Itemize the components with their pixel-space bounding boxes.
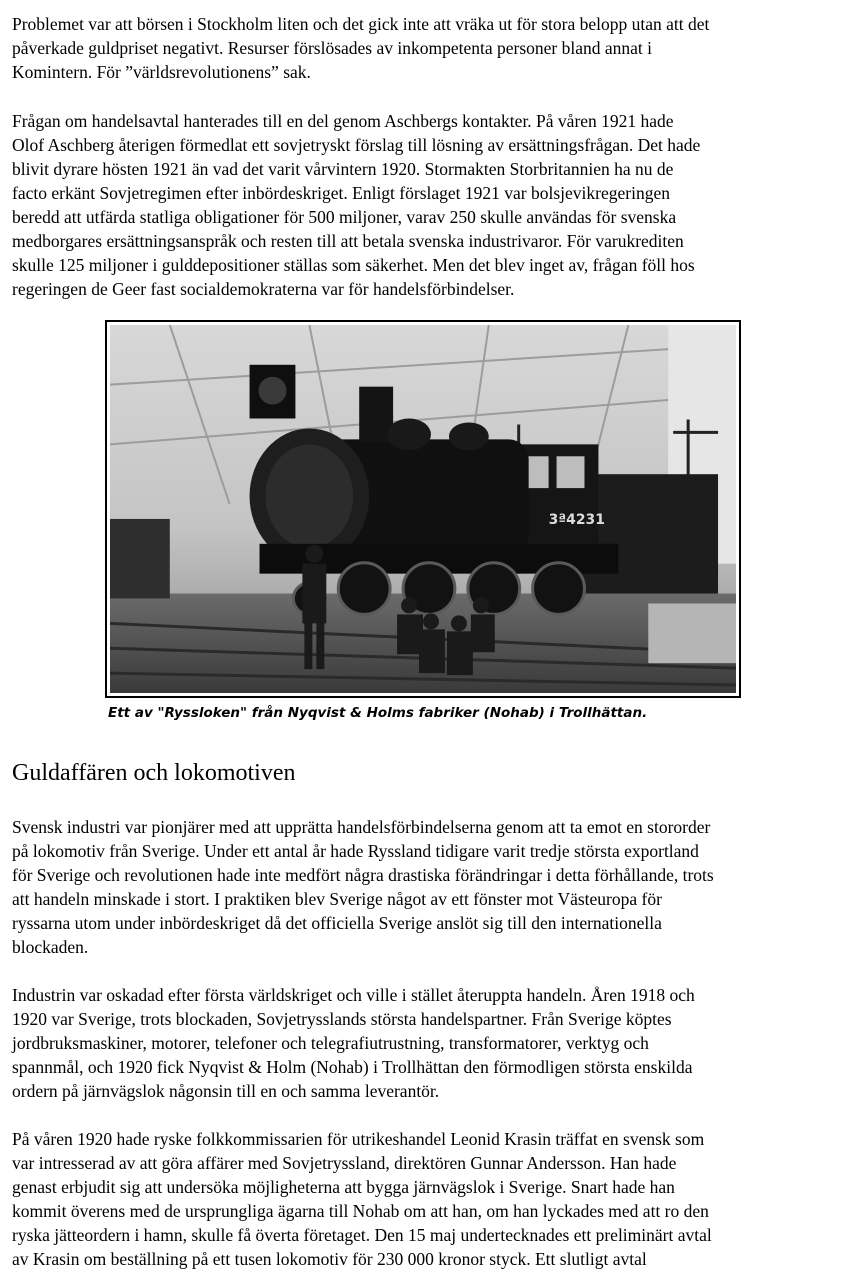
locomotive-photo-image bbox=[110, 325, 736, 693]
figure-caption: Ett av "Ryssloken" från Nyqvist & Holms fabriker (Nohab) i Trollhättan. bbox=[108, 705, 648, 721]
paragraph-industry: Svensk industri var pionjärer med att upprätta handelsförbindelserna genom att ta emot en stororder på lokomotiv från Sverige. Under ett antal år hade Ryssland tidigare varit tredje största exportland för Sverige och revolutionen hade inte medfört några drastiska förändringar i detta förhållande, trots att handeln minskade i stort. I praktiken blev Sverige något av ett fönster mot Västeuropa för ryssarna utom under inbördeskriget då det officiella Sverige anslöt sig till den internationella blockaden. bbox=[12, 817, 714, 957]
paragraph-krasin: På våren 1920 hade ryske folkkommissarien för utrikeshandel Leonid Krasin träffat en svensk som var intresserad av att göra affärer med Sovjetryssland, direktören Gunnar Andersson. Han hade genast erbjudit sig att undersöka möjligheterna att bygga järnvägslok i Sverige. Snart hade han kommit överens med de ursprungliga ägarna till Nohab om att han, om han lyckades med att ro den ryska jätteordern i hamn, skulle få överta företaget. Den 15 maj undertecknades ett preliminärt avtal av Krasin om beställning på ett tusen lokomotiv för 230 000 kronor styck. Ett slutligt avtal bbox=[12, 1129, 712, 1269]
section-heading: Guldaffären och lokomotiven bbox=[12, 760, 296, 786]
paragraph-trade-partner: Industrin var oskadad efter första världskriget och ville i stället återuppta handeln. Åren 1918 och 1920 var Sverige, trots blockaden, Sovjetrysslands största handelspartner. Från Sverige köptes jordbruksmaskiner, motorer, telefoner och telegrafiutrustning, transformatorer, verktyg och spannmål, och 1920 fick Nyqvist & Holm (Nohab) i Trollhättan den förmodligen största enskilda ordern på järnvägslok någonsin till en och samma leverantör. bbox=[12, 985, 695, 1101]
paragraph-trade-agreement: Frågan om handelsavtal hanterades till en del genom Aschbergs kontakter. På våren 1921 hade Olof Aschberg återigen förmedlat ett sovjetryskt förslag till lösning av ersättningsfrågan. Det hade blivit dyrare hösten 1921 än vad det varit vårvintern 1920. Stormakten Storbritannien ha nu de facto erkänt Sovjetregimen efter inbördeskriget. Enligt förslaget 1921 var bolsjevikregeringen beredd att utfärda statliga obligationer för 500 miljoner, varav 250 skulle användas för svenska medborgares ersättningsanspråk och resten till att betala svenska industrivaror. För varukrediten skulle 125 miljoner i gulddepositioner ställas som säkerhet. Men det blev inget av, frågan föll hos regeringen de Geer fast socialdemokraterna var för handelsförbindelser. bbox=[12, 111, 701, 299]
locomotive-number: 3ª4231 bbox=[548, 511, 605, 528]
paragraph-intro: Problemet var att börsen i Stockholm liten och det gick inte att vräka ut för stora belopp utan att det påverkade guldpriset negativt. Resurser förslösades av inkompetenta personer bland annat i Komintern. För ”världsrevolutionens” sak. bbox=[12, 14, 710, 82]
locomotive-photo bbox=[105, 320, 741, 698]
